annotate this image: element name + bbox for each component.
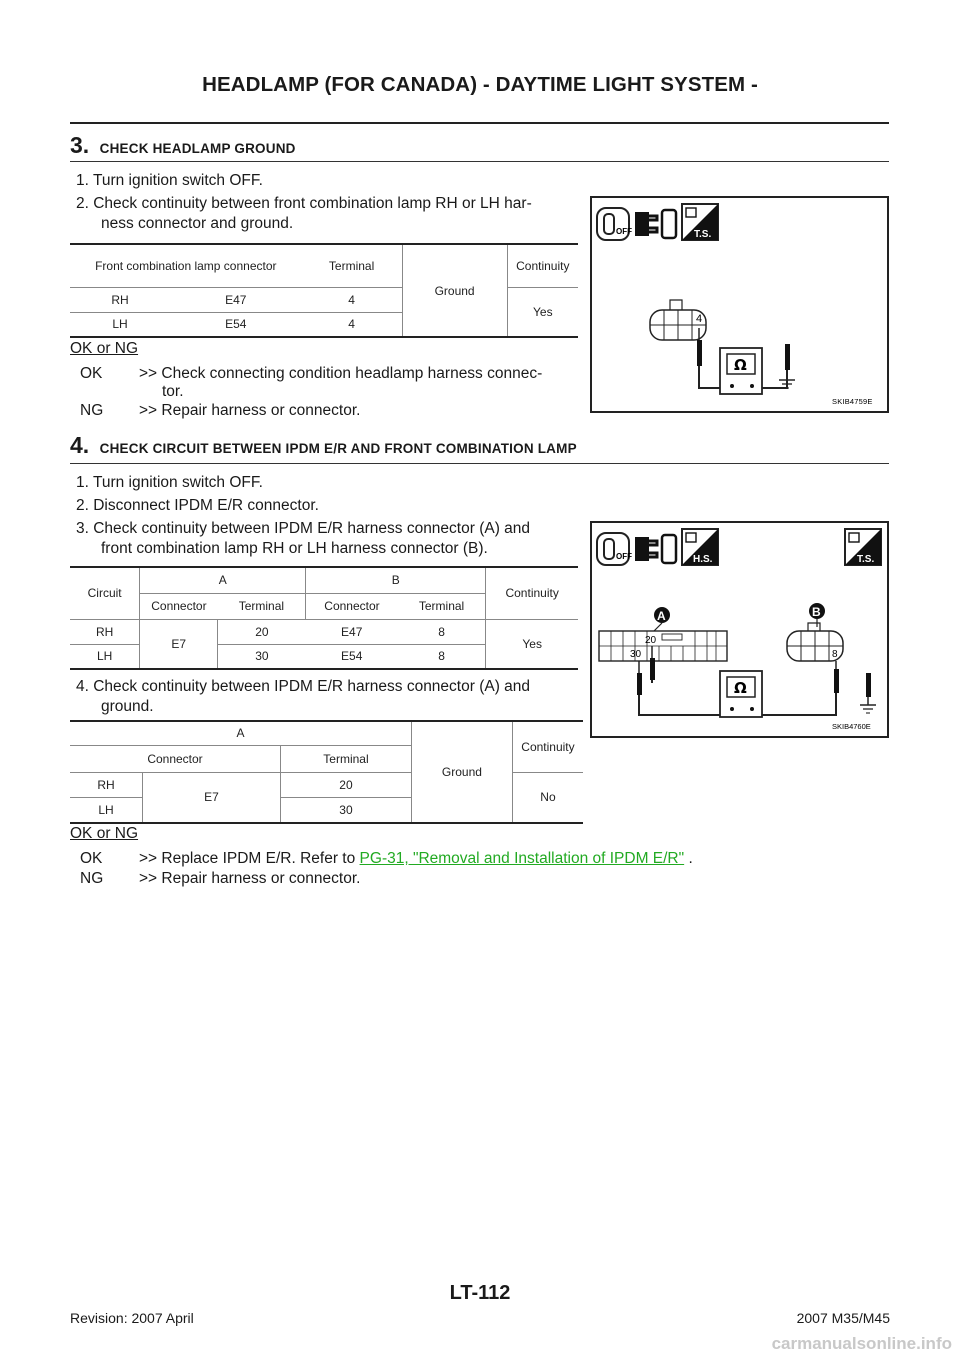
result-ok-text-cont: tor. [162,383,184,400]
result-ok-line [139,849,693,869]
step-4-item-3-cont: front combination lamp RH or LH harness connector (B). [101,540,488,557]
step-4-item-1: 1. Turn ignition switch OFF. [76,474,263,491]
cell-b-terminal: 8 [398,619,486,644]
step-4-item-3: 3. Check continuity between IPDM E/R harness connector (A) and [76,520,531,537]
page-title: HEADLAMP (FOR CANADA) - DAYTIME LIGHT SYSTEM - [202,73,758,96]
col-header-terminal: Terminal [238,599,285,613]
step-3-item-2: 2. Check continuity between front combination lamp RH or LH har- [76,195,532,212]
step-4-item-4-cont: ground. [101,698,154,715]
col-header-continuity: Continuity [512,721,583,772]
col-header-circuit: Circuit [87,586,122,601]
ignition-off-icon [597,208,632,240]
result-ok-after: . [684,850,693,867]
step-4-table-2 [70,720,583,824]
page-number: LT-112 [449,1282,511,1304]
svg-text:A: A [657,609,666,623]
cell-terminal: 30 [339,802,353,817]
col-header-terminal: Terminal [418,599,465,613]
cell-terminal: 4 [348,317,355,332]
step-3-item-2-cont: ness connector and ground. [101,215,294,232]
cell-result: Yes [486,619,578,669]
svg-text:8: 8 [832,649,838,660]
step-number: 4. [70,432,90,458]
cell-result: No [512,772,583,822]
pin-label: 4 [696,313,703,325]
result-ng-code: NG [80,402,104,419]
step-4-item-4: 4. Check continuity between IPDM E/R harness connector (A) and [76,678,531,695]
cell-circuit: RH [70,619,140,644]
cell-b-terminal: 8 [438,649,445,664]
table-row [70,619,578,644]
ground-cell: Ground [411,721,512,822]
cell-b-connector: E54 [341,649,363,664]
harness-side-badge [682,529,718,565]
svg-text:20: 20 [645,635,657,646]
col-header-continuity: Continuity [507,244,578,287]
svg-text:H.S.: H.S. [693,554,713,565]
diagram-graphic [592,198,887,411]
cell-connector: E47 [170,287,302,312]
harness-connector [650,300,706,340]
col-header-terminal: Terminal [302,244,403,287]
result-ok-text: >> Replace IPDM E/R. Refer to [139,850,360,867]
terminal-side-badge [845,529,881,565]
svg-text:Ω: Ω [734,679,747,697]
cell-b-connector: E47 [306,619,398,644]
svg-text:Ω: Ω [734,356,747,374]
cell-a-terminal: 30 [218,644,306,669]
ipdm-connector [599,631,727,661]
ground-cell: Ground [402,244,507,337]
cell-result: Yes [507,287,578,337]
ignition-off-icon [597,533,632,565]
step-4-rule [70,463,889,464]
step-title: CHECK HEADLAMP GROUND [99,141,296,156]
step-number: 3. [70,132,90,158]
col-header-a: A [140,567,306,593]
step-3-table [70,243,578,338]
cell-a-connector: E7 [142,773,280,822]
col-header-a: A [70,721,411,745]
figure-code: SKIB4759E [832,397,873,406]
result-ok-code: OK [80,365,103,382]
col-header-connector: Front combination lamp connector [70,244,302,287]
svg-text:T.S.: T.S. [857,554,875,565]
diagram-ipdm-circuit [590,521,889,738]
step-4-heading [70,432,577,459]
cell-a-connector: E7 [140,619,218,669]
col-header-connector: Connector [140,593,218,619]
diagram-graphic [592,523,887,736]
diagram-headlamp-ground [590,196,889,413]
col-header-connector: Connector [70,745,281,772]
off-text: OFF [616,227,632,236]
result-ok-code: OK [80,850,103,867]
cell-terminal: 4 [302,287,403,312]
col-header-terminal: Terminal [281,745,412,772]
result-ng-code: NG [80,870,104,887]
col-header-connector: Connector [306,593,398,619]
cell-a-terminal: 20 [218,619,306,644]
result-ng-text: >> Repair harness or connector. [139,402,361,419]
front-lamp-connector [787,623,843,661]
cell-circuit: LH [96,649,113,664]
step-3-rule [70,161,889,162]
cell-side: LH [112,317,128,332]
revision-date: Revision: 2007 April [70,1310,194,1326]
terminal-side-badge [682,204,718,240]
step-3-item-1: 1. Turn ignition switch OFF. [76,172,263,189]
step-3-heading [70,132,296,159]
model-label: 2007 M35/M45 [796,1310,890,1326]
ok-ng-label: OK or NG [70,340,139,357]
col-header-continuity: Continuity [486,567,578,619]
step-title: CHECK CIRCUIT BETWEEN IPDM E/R AND FRONT COMBINATION LAMP [99,441,577,456]
svg-text:OFF: OFF [616,552,632,561]
cell-side: RH [70,773,142,798]
reference-link[interactable]: PG-31, "Removal and Installation of IPDM E/R" [359,850,685,867]
cell-terminal: 20 [281,773,411,798]
cell-side: RH [70,287,170,312]
ok-ng-label: OK or NG [70,825,139,842]
cell-connector: E54 [225,317,247,332]
connector-icon [635,210,676,238]
result-ok-text: >> Check connecting condition headlamp harness connec- [139,365,543,382]
header-rule [70,122,889,124]
watermark: carmanualsonline.info [771,1334,952,1353]
ts-text: T.S. [694,229,712,240]
step-4-table-1 [70,566,578,670]
connector-icon [635,535,676,563]
figure-code: SKIB4760E [832,722,871,731]
svg-text:B: B [812,605,821,619]
cell-side: LH [98,802,114,817]
svg-text:30: 30 [630,649,642,660]
result-ng-text: >> Repair harness or connector. [139,870,361,887]
col-header-b: B [306,567,486,593]
step-4-item-2: 2. Disconnect IPDM E/R connector. [76,497,319,514]
